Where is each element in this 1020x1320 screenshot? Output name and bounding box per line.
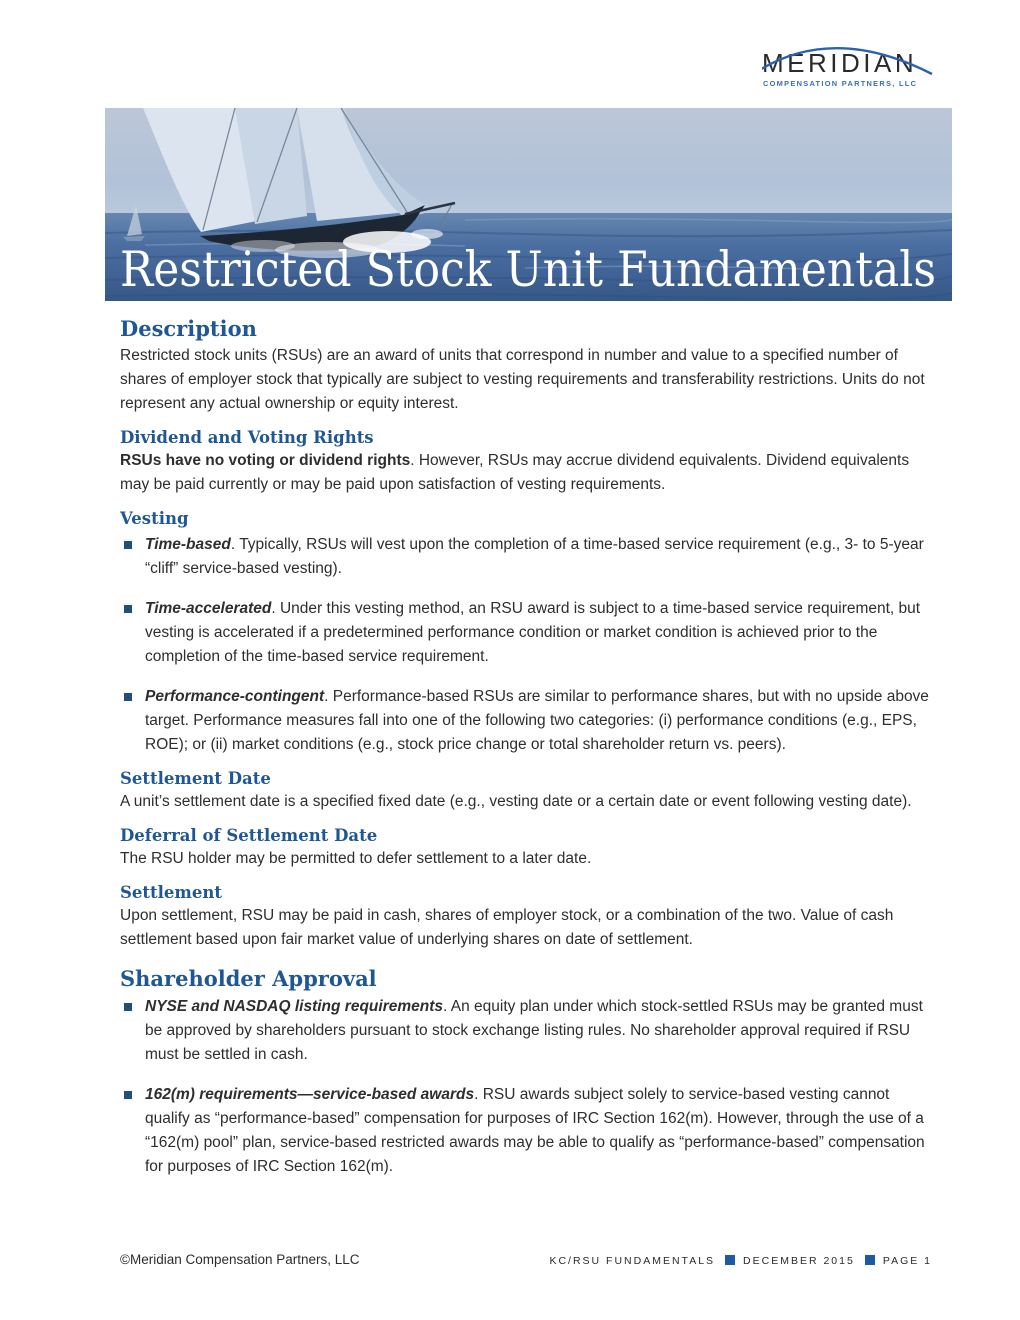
bullet-item-nyse-nasdaq: [120, 995, 932, 1067]
bullet-lead: NYSE and NASDAQ listing requirements: [145, 998, 443, 1015]
section-heading-settlement-date: Settlement Date: [120, 769, 271, 788]
deferral-paragraph: The RSU holder may be permitted to defer settlement to a later date.: [120, 850, 592, 867]
footer-square-icon: [725, 1255, 735, 1265]
bullet-item-162m-requirements: [120, 1083, 932, 1179]
bullet-text: [145, 995, 932, 1067]
bullet-lead: Time-based: [145, 536, 231, 553]
meridian-logo: [762, 38, 937, 94]
dividend-text: . However, RSUs may accrue dividend equivalents. Dividend equivalents may be paid currently or may be paid upon satisfaction of vesting requirements.: [120, 452, 910, 493]
bullet-square-icon: [124, 605, 132, 613]
footer-doc-info: [549, 1254, 932, 1267]
logo-tagline-text: COMPENSATION PARTNERS, LLC: [763, 79, 918, 88]
bullet-square-icon: [124, 1003, 132, 1011]
bullet-square-icon: [124, 541, 132, 549]
bullet-lead: 162(m) requirements—service-based awards: [145, 1086, 475, 1103]
bullet-square-icon: [124, 1091, 132, 1099]
page-footer: [120, 1252, 932, 1267]
bullet-text: [145, 685, 932, 757]
section-heading-shareholder-approval: Shareholder Approval: [120, 966, 377, 991]
section-heading-deferral: Deferral of Settlement Date: [120, 826, 378, 845]
bullet-item-time-accelerated: [120, 597, 932, 669]
bullet-body: . Performance-based RSUs are similar to performance shares, but with no upside above target. Performance measures fall into one of the following two categories: (i) performance conditions (e.g., EPS, ROE); or (ii) market conditions (e.g., stock price change or total shareholder return vs. peers).: [145, 688, 929, 753]
bullet-text: [145, 597, 932, 669]
settlement-date-paragraph: A unit’s settlement date is a specified fixed date (e.g., vesting date or a certain date or event following vesting date).: [120, 793, 912, 810]
bullet-text: [145, 1083, 932, 1179]
bullet-body: . Typically, RSUs will vest upon the completion of a time-based service requirement (e.g., 3- to 5-year “cliff” service-based vesting).: [145, 536, 924, 577]
dividend-bold-lead: RSUs have no voting or dividend rights: [120, 452, 411, 469]
section-heading-vesting: Vesting: [120, 509, 189, 528]
settlement-paragraph: Upon settlement, RSU may be paid in cash, shares of employer stock, or a combination of the two. Value of cash settlement based upon fair market value of underlying shares on date of settlement.: [120, 907, 894, 948]
section-heading-settlement: Settlement: [120, 883, 222, 902]
hero-image: [105, 108, 952, 301]
footer-page-label: PAGE 1: [882, 1255, 932, 1267]
section-heading-dividend: Dividend and Voting Rights: [120, 428, 374, 447]
bullet-square-icon: [124, 693, 132, 701]
section-heading-description: Description: [120, 316, 257, 341]
bullet-lead: Performance-contingent: [145, 688, 325, 705]
bullet-lead: Time-accelerated: [145, 600, 272, 617]
footer-copyright: ©Meridian Compensation Partners, LLC: [120, 1252, 360, 1267]
bullet-item-time-based: [120, 533, 932, 581]
description-paragraph: Restricted stock units (RSUs) are an award of units that correspond in number and value to a specified number of shares of employer stock that typically are subject to vesting requirements and transferability restrictions. Units do not represent any actual ownership or equity interest.: [120, 347, 925, 412]
bullet-body: . RSU awards subject solely to service-based vesting cannot qualify as “performance-based” compensation for purposes of IRC Section 162(m). However, through the use of a “162(m) pool” plan, service-based restricted awards may be able to qualify as “performance-based” compensation for purposes of IRC Section 162(m).: [145, 1086, 925, 1175]
document-body: [120, 301, 932, 1179]
logo-brand-text: MERIDIAN: [762, 48, 918, 78]
meridian-logo-graphic: [762, 38, 937, 94]
bullet-item-performance-contingent: [120, 685, 932, 757]
footer-doc-label: KC/RSU FUNDAMENTALS: [549, 1255, 716, 1267]
bullet-body: . An equity plan under which stock-settled RSUs may be granted must be approved by shareholders pursuant to stock exchange listing rules. No shareholder approval required if RSU must be settled in cash.: [145, 998, 923, 1063]
bullet-text: [145, 533, 932, 581]
document-title: Restricted Stock Unit Fundamentals: [120, 241, 936, 298]
sailboat-illustration: [105, 108, 952, 301]
footer-date-label: DECEMBER 2015: [743, 1255, 855, 1267]
bullet-body: . Under this vesting method, an RSU award is subject to a time-based service requirement, but vesting is accelerated if a predetermined performance condition or market condition is achieved prior to the completion of the time-based service requirement.: [145, 600, 921, 665]
footer-square-icon: [865, 1255, 875, 1265]
dividend-paragraph: [120, 449, 932, 497]
